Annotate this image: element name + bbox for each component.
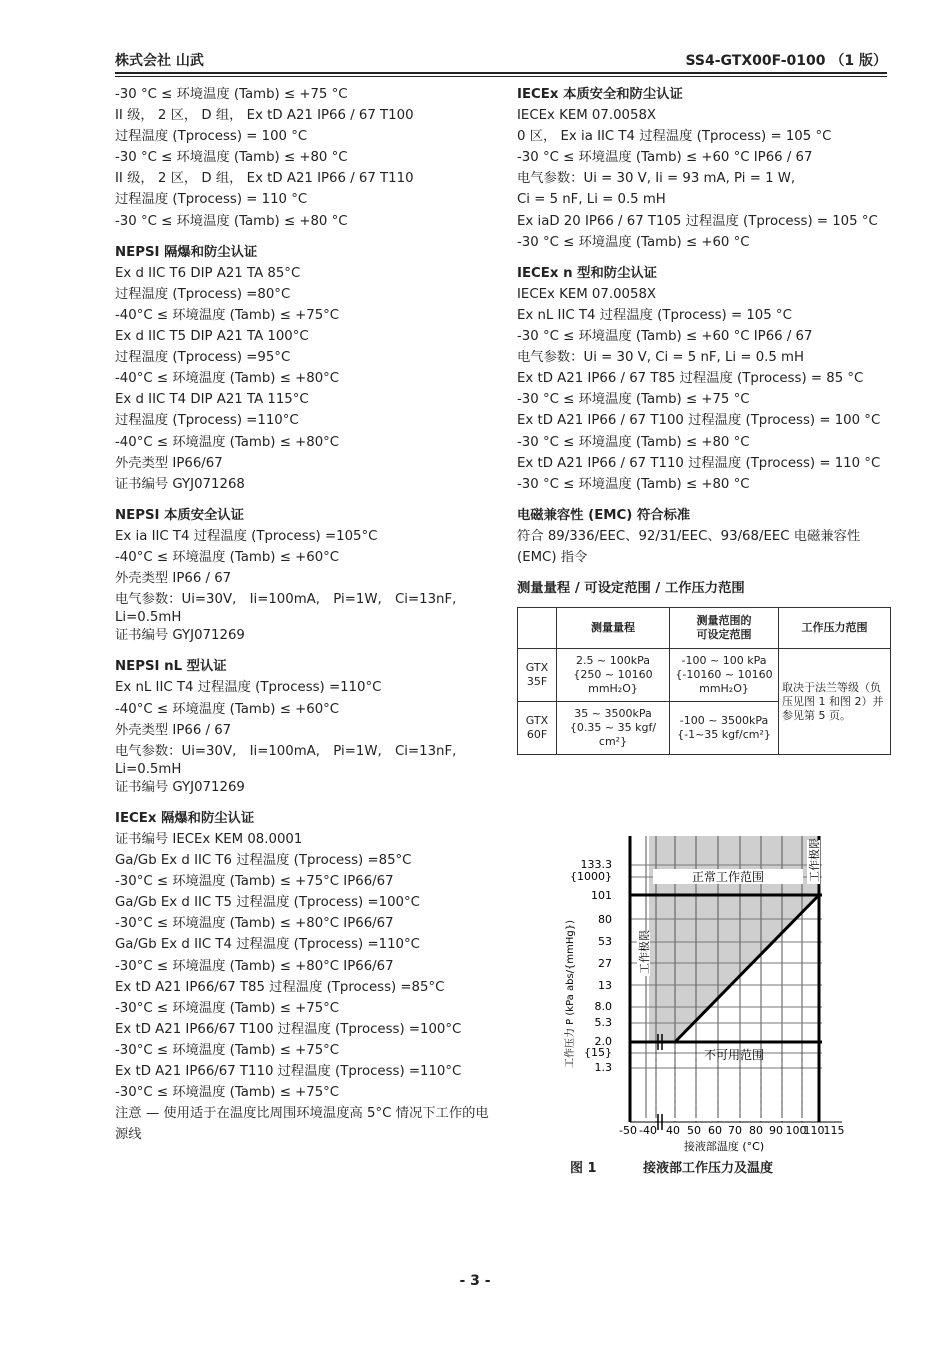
- text-line: 证书编号 GYJ071268: [115, 476, 245, 492]
- operating-limit-label-right: 工作极限: [808, 838, 821, 882]
- text-line: 过程温度 (Tprocess) = 110 °C: [115, 192, 308, 208]
- text-line: Ex tD A21 IP66 / 67 T85 过程温度 (Tprocess) = 85 °C: [517, 371, 864, 387]
- text-line: -30°C ≤ 环境温度 (Tamb) ≤ +75°C IP66/67: [115, 874, 394, 890]
- table-row: [518, 649, 891, 702]
- nepsi-flame-block: [115, 263, 490, 495]
- text-line: -30°C ≤ 环境温度 (Tamb) ≤ +75°C: [115, 1042, 340, 1058]
- table-header-cell: [518, 608, 557, 649]
- y-tick-label: 13: [598, 979, 612, 992]
- text-line: Ex nL IIC T4 过程温度 (Tprocess) = 105 °C: [517, 307, 792, 323]
- text-line: Ga/Gb Ex d IIC T6 过程温度 (Tprocess) =85°C: [115, 853, 412, 869]
- text-line: Ex d IIC T5 DIP A21 TA 100°C: [115, 329, 309, 345]
- text-line: Ex iaD 20 IP66 / 67 T105 过程温度 (Tprocess) = 105 °C: [517, 213, 878, 229]
- text-line: II 级， 2 区， D 组， Ex tD A21 IP66 / 67 T110: [115, 171, 414, 187]
- text-line: -30 °C ≤ 环境温度 (Tamb) ≤ +80 °C: [115, 150, 348, 166]
- text-line: -30 °C ≤ 环境温度 (Tamb) ≤ +80 °C: [115, 213, 348, 229]
- nepsi-intrinsic-cert: 证书编号 GYJ071269: [115, 628, 245, 644]
- emc-text: 符合 89/336/EEC、92/31/EEC、93/68/EEC 电磁兼容性 (EMC) 指令: [517, 528, 861, 565]
- text-line: -40°C ≤ 环境温度 (Tamb) ≤ +60°C: [115, 549, 340, 565]
- text-line: 0 区， Ex ia IIC T4 过程温度 (Tprocess) = 105 °C: [517, 129, 832, 145]
- table-header-cell: 测量范围的 可设定范围: [670, 608, 779, 649]
- nepsi-intrinsic-title: NEPSI 本质安全认证: [115, 507, 244, 523]
- text-line: -30°C ≤ 环境温度 (Tamb) ≤ +80°C IP66/67: [115, 916, 394, 932]
- nepsi-flame-title: NEPSI 隔爆和防尘认证: [115, 244, 258, 260]
- iecex-intrinsic-block: [517, 105, 889, 253]
- range-table-title: 测量量程 / 可设定范围 / 工作压力范围: [517, 581, 745, 597]
- text-line: Ex tD A21 IP66/67 T110 过程温度 (Tprocess) =110°C: [115, 1064, 462, 1080]
- settable-cell: -100 ~ 100 kPa {-10160 ~ 10160 mmH₂O}: [670, 649, 779, 702]
- text-line: 过程温度 (Tprocess) =95°C: [115, 350, 291, 366]
- text-line: Ex d IIC T4 DIP A21 TA 115°C: [115, 392, 309, 408]
- x-tick-label: 110: [803, 1124, 825, 1137]
- text-line: 过程温度 (Tprocess) = 100 °C: [115, 129, 308, 145]
- normal-range-label: 正常工作范围: [691, 870, 765, 884]
- pressure-temperature-chart: [560, 832, 860, 1152]
- y-tick-label: 133.3: [580, 858, 612, 871]
- page-number: - 3 -: [459, 1273, 491, 1289]
- text-line: Ci = 5 nF, Li = 0.5 mH: [517, 192, 666, 208]
- left-column: [115, 84, 490, 1145]
- text-line: -30 °C ≤ 环境温度 (Tamb) ≤ +75 °C: [517, 392, 750, 408]
- text-line: 证书编号 IECEx KEM 08.0001: [115, 832, 303, 847]
- atex-continued-block: [115, 84, 490, 232]
- y-tick-label: {15}: [584, 1046, 612, 1059]
- nepsi-nl-block: [115, 677, 490, 740]
- x-tick-label: 90: [769, 1124, 783, 1137]
- text-line: -30 °C ≤ 环境温度 (Tamb) ≤ +75 °C: [115, 87, 348, 102]
- range-table: [517, 607, 891, 755]
- text-line: IECEx KEM 07.0058X: [517, 286, 657, 302]
- nepsi-nl-params-2: Li=0.5mH: [115, 761, 182, 777]
- y-tick-label: 1.3: [594, 1061, 612, 1074]
- y-tick-label: {1000}: [570, 870, 612, 883]
- text-line: -30°C ≤ 环境温度 (Tamb) ≤ +80°C IP66/67: [115, 958, 394, 974]
- y-tick-label: 80: [598, 913, 612, 926]
- text-line: -30 °C ≤ 环境温度 (Tamb) ≤ +60 °C IP66 / 67: [517, 329, 813, 345]
- text-line: -40°C ≤ 环境温度 (Tamb) ≤ +80°C: [115, 371, 340, 387]
- x-tick-label: 50: [687, 1124, 701, 1137]
- document-id: SS4-GTX00F-0100 （1 版）: [685, 53, 887, 69]
- text-line: -30°C ≤ 环境温度 (Tamb) ≤ +75°C: [115, 1000, 340, 1016]
- nepsi-nl-title: NEPSI nL 型认证: [115, 659, 227, 675]
- pressure-note-cell: 取决于法兰等级（负压见图 1 和图 2）并参见第 5 页。: [779, 649, 891, 755]
- text-line: Ex d IIC T6 DIP A21 TA 85°C: [115, 265, 301, 281]
- x-tick-label: 60: [708, 1124, 722, 1137]
- table-header-cell: 测量量程: [557, 608, 670, 649]
- text-line: Ga/Gb Ex d IIC T5 过程温度 (Tprocess) =100°C: [115, 895, 420, 911]
- text-line: Ex tD A21 IP66 / 67 T100 过程温度 (Tprocess) = 100 °C: [517, 413, 881, 429]
- model-cell: GTX 60F: [518, 702, 557, 755]
- x-tick-label: -50: [619, 1124, 637, 1137]
- x-tick-label: 70: [728, 1124, 742, 1137]
- y-axis-label: 工作压力 P (kPa abs/{mmHg}): [565, 920, 576, 1068]
- text-line: -30°C ≤ 环境温度 (Tamb) ≤ +75°C: [115, 1085, 340, 1101]
- x-tick-label: 100: [785, 1124, 807, 1137]
- text-line: Ga/Gb Ex d IIC T4 过程温度 (Tprocess) =110°C: [115, 937, 420, 953]
- x-axis-label: 接液部温度 (°C): [683, 1140, 765, 1152]
- header-rule: [115, 72, 887, 74]
- right-column: [517, 84, 889, 755]
- company-name: 株式会社 山武: [115, 53, 204, 69]
- x-tick-label: 40: [666, 1124, 680, 1137]
- text-line: Ex tD A21 IP66/67 T85 过程温度 (Tprocess) =85°C: [115, 979, 445, 995]
- y-tick-label: 53: [598, 935, 612, 948]
- iecex-flame-block: [115, 829, 490, 1103]
- text-line: Ex ia IIC T4 过程温度 (Tprocess) =105°C: [115, 528, 378, 544]
- nepsi-intrinsic-params: 电气参数：Ui=30V, Ii=100mA, Pi=1W, Ci=13nF,: [115, 592, 457, 608]
- operating-limit-label-left: 工作极限: [638, 930, 651, 974]
- text-line: Ex tD A21 IP66/67 T100 过程温度 (Tprocess) =100°C: [115, 1021, 462, 1037]
- text-line: II 级， 2 区， D 组， Ex tD A21 IP66 / 67 T100: [115, 108, 414, 124]
- iecex-n-block: [517, 284, 889, 495]
- y-tick-label: 8.0: [594, 1000, 612, 1013]
- text-line: Ex nL IIC T4 过程温度 (Tprocess) =110°C: [115, 680, 382, 696]
- figure-label: 图 1: [570, 1161, 597, 1176]
- x-tick-label: 80: [749, 1124, 763, 1137]
- table-header-row: [518, 608, 891, 649]
- text-line: -40°C ≤ 环境温度 (Tamb) ≤ +75°C: [115, 307, 340, 323]
- text-line: Ex tD A21 IP66 / 67 T110 过程温度 (Tprocess) = 110 °C: [517, 455, 881, 471]
- x-tick-label: -40: [639, 1124, 657, 1137]
- text-line: -30 °C ≤ 环境温度 (Tamb) ≤ +80 °C: [517, 434, 750, 450]
- range-cell: 35 ~ 3500kPa {0.35 ~ 35 kgf/ cm²}: [557, 702, 670, 755]
- text-line: 外壳类型 IP66 / 67: [115, 571, 232, 587]
- y-tick-label: 5.3: [594, 1016, 612, 1029]
- model-cell: GTX 35F: [518, 649, 557, 702]
- figure-caption: 接液部工作压力及温度: [643, 1161, 774, 1176]
- settable-cell: -100 ~ 3500kPa {-1~35 kgf/cm²}: [670, 702, 779, 755]
- nepsi-intrinsic-params-2: Li=0.5mH: [115, 610, 182, 626]
- iecex-flame-title: IECEx 隔爆和防尘认证: [115, 810, 255, 826]
- x-tick-label: 115: [823, 1124, 845, 1137]
- text-line: 过程温度 (Tprocess) =110°C: [115, 413, 299, 429]
- nepsi-nl-cert: 证书编号 GYJ071269: [115, 779, 245, 795]
- iecex-flame-note: 注意 — 使用适于在温度比周围环境温度高 5°C 情况下工作的电源线: [115, 1106, 489, 1143]
- text-line: 外壳类型 IP66/67: [115, 455, 223, 471]
- text-line: -30 °C ≤ 环境温度 (Tamb) ≤ +60 °C IP66 / 67: [517, 150, 813, 166]
- y-tick-label: 101: [591, 889, 612, 902]
- y-tick-label: 27: [598, 957, 612, 970]
- text-line: 电气参数：Ui = 30 V, Ci = 5 nF, Li = 0.5 mH: [517, 350, 805, 366]
- header-rule-thin: [115, 76, 887, 77]
- range-cell: 2.5 ~ 100kPa {250 ~ 10160 mmH₂O}: [557, 649, 670, 702]
- text-line: IECEx KEM 07.0058X: [517, 108, 657, 124]
- nepsi-intrinsic-block: [115, 526, 490, 589]
- text-line: -30 °C ≤ 环境温度 (Tamb) ≤ +60 °C: [517, 234, 750, 250]
- text-line: 电气参数：Ui = 30 V, Ii = 93 mA, Pi = 1 W,: [517, 171, 796, 187]
- iecex-intrinsic-title: IECEx 本质安全和防尘认证: [517, 87, 683, 102]
- text-line: -40°C ≤ 环境温度 (Tamb) ≤ +60°C: [115, 701, 340, 717]
- text-line: -30 °C ≤ 环境温度 (Tamb) ≤ +80 °C: [517, 476, 750, 492]
- table-header-cell: 工作压力范围: [779, 608, 891, 649]
- text-line: 过程温度 (Tprocess) =80°C: [115, 286, 291, 302]
- text-line: 外壳类型 IP66 / 67: [115, 722, 232, 738]
- iecex-n-title: IECEx n 型和防尘认证: [517, 265, 657, 281]
- unusable-range-label: 不可用范围: [703, 1048, 765, 1062]
- y-tick-label: 2.0: [594, 1035, 612, 1048]
- emc-title: 电磁兼容性 (EMC) 符合标准: [517, 507, 691, 523]
- text-line: -40°C ≤ 环境温度 (Tamb) ≤ +80°C: [115, 434, 340, 450]
- nepsi-nl-params: 电气参数：Ui=30V, Ii=100mA, Pi=1W, Ci=13nF,: [115, 743, 457, 759]
